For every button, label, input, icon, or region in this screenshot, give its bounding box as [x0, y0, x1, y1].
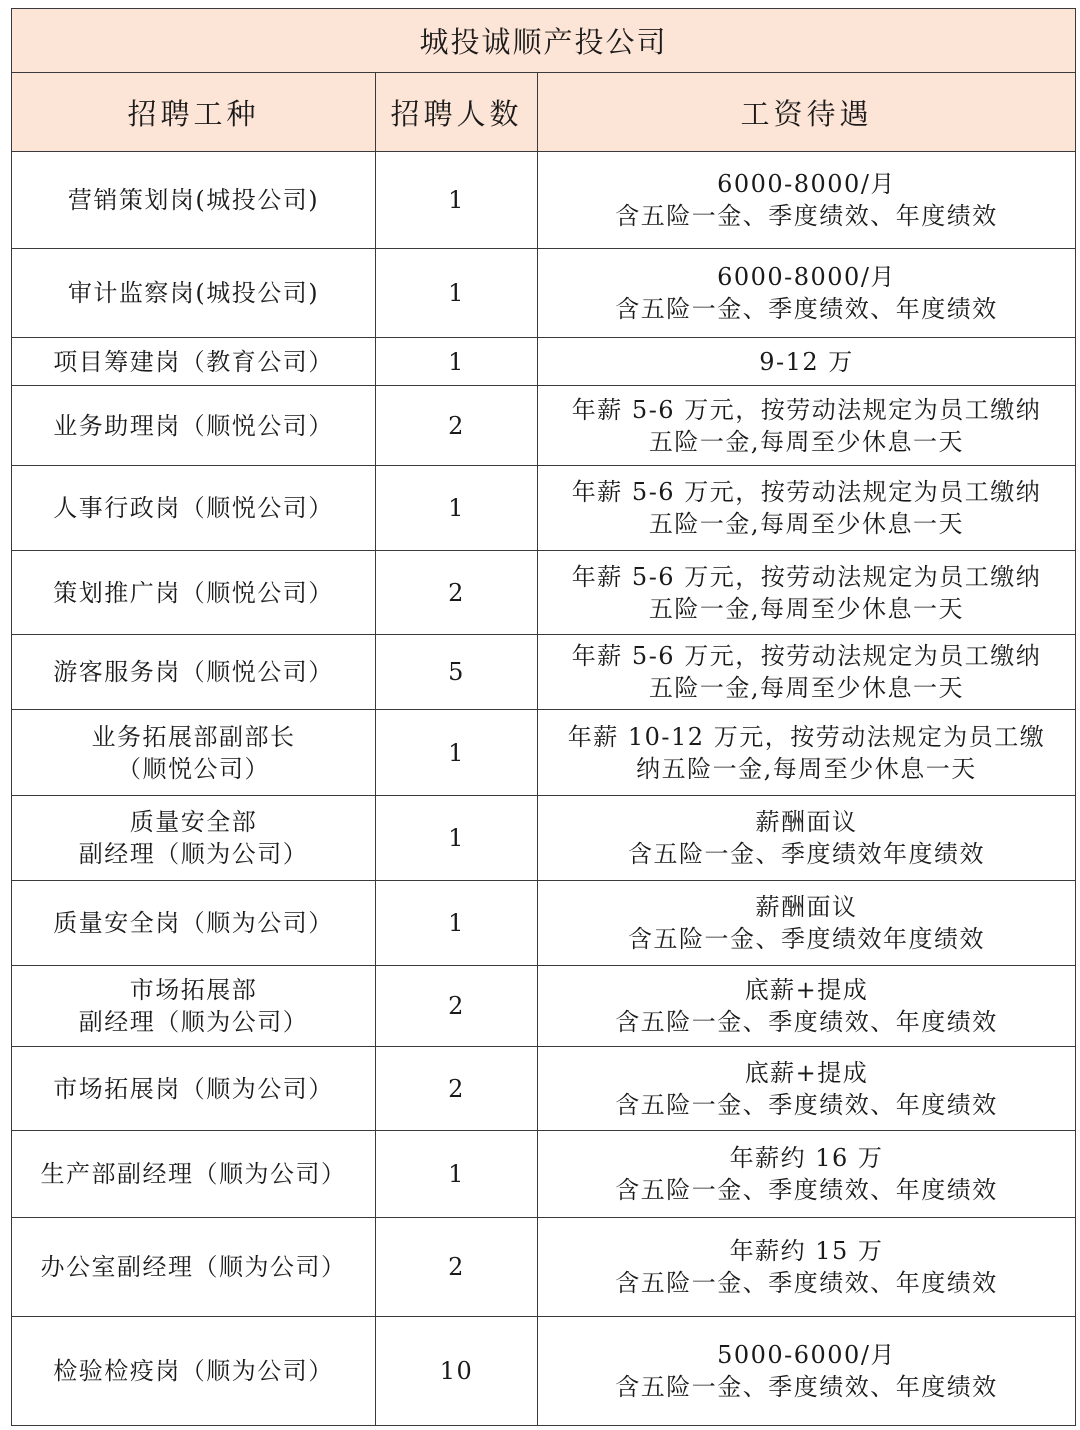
salary-line: 五险一金,每周至少休息一天	[648, 674, 965, 702]
table-row	[12, 338, 1076, 386]
salary-line: 含五险一金、季度绩效、年度绩效	[615, 295, 998, 323]
job-title-line: 营销策划岗(城投公司)	[67, 186, 320, 214]
salary-line: 年薪 5-6 万元，按劳动法规定为员工缴纳	[571, 395, 1042, 424]
job-title-line: 检验检疫岗（顺为公司）	[53, 1357, 334, 1385]
job-title-line: 人事行政岗（顺悦公司）	[53, 494, 334, 522]
salary-line: 含五险一金、季度绩效、年度绩效	[615, 202, 998, 230]
headcount-cell: 2	[376, 966, 538, 1047]
salary-line: 年薪 5-6 万元，按劳动法规定为员工缴纳	[571, 562, 1042, 591]
salary-line: 底薪+提成	[744, 1058, 869, 1087]
job-title-line: 质量安全部	[129, 808, 258, 836]
salary-cell	[538, 710, 1076, 796]
salary-cell	[538, 466, 1076, 551]
salary-line: 含五险一金、季度绩效、年度绩效	[615, 1269, 998, 1297]
job-title-line: 项目筹建岗（教育公司）	[53, 347, 334, 376]
salary-cell	[538, 796, 1076, 881]
company-title: 城投诚顺产投公司	[12, 9, 1076, 73]
job-title-cell	[12, 1131, 376, 1218]
job-title-line: 副经理（顺为公司）	[78, 1008, 309, 1036]
table-row	[12, 1047, 1076, 1131]
salary-line: 薪酬面议	[755, 893, 858, 921]
job-title-line: 办公室副经理（顺为公司）	[40, 1253, 347, 1281]
headcount-cell: 5	[376, 635, 538, 710]
job-title-cell	[12, 966, 376, 1047]
headcount-cell: 1	[376, 152, 538, 249]
salary-line: 6000-8000/月	[717, 170, 896, 198]
title-row	[12, 9, 1076, 73]
job-title-cell	[12, 152, 376, 249]
salary-line: 含五险一金、季度绩效、年度绩效	[615, 1373, 998, 1401]
table-row	[12, 386, 1076, 466]
job-title-line: 审计监察岗(城投公司)	[67, 279, 320, 307]
salary-cell	[538, 386, 1076, 466]
salary-cell	[538, 1317, 1076, 1426]
salary-line: 底薪+提成	[744, 976, 869, 1004]
salary-line: 含五险一金、季度绩效年度绩效	[628, 840, 985, 868]
salary-cell	[538, 635, 1076, 710]
job-title-cell	[12, 386, 376, 466]
job-title-cell	[12, 881, 376, 966]
table-row	[12, 249, 1076, 338]
column-header-count: 招聘人数	[376, 73, 538, 152]
job-title-cell	[12, 338, 376, 386]
salary-line: 纳五险一金,每周至少休息一天	[636, 754, 977, 783]
job-title-cell	[12, 466, 376, 551]
table-row	[12, 881, 1076, 966]
salary-line: 五险一金,每周至少休息一天	[648, 510, 965, 538]
job-title-line: （顺悦公司）	[117, 754, 270, 783]
table-row	[12, 551, 1076, 635]
headcount-cell: 2	[376, 1047, 538, 1131]
headcount-cell: 2	[376, 551, 538, 635]
job-title-line: 市场拓展部	[129, 976, 258, 1004]
table-row	[12, 1218, 1076, 1317]
job-title-line: 副经理（顺为公司）	[78, 840, 309, 868]
headcount-cell: 10	[376, 1317, 538, 1426]
salary-line: 薪酬面议	[755, 808, 858, 836]
headcount-cell: 1	[376, 796, 538, 881]
salary-cell	[538, 249, 1076, 338]
salary-line: 年薪约 16 万	[729, 1144, 884, 1172]
table-row	[12, 1131, 1076, 1218]
recruitment-table	[11, 8, 1076, 1426]
salary-line: 含五险一金、季度绩效、年度绩效	[615, 1008, 998, 1036]
job-title-cell	[12, 710, 376, 796]
salary-cell	[538, 1047, 1076, 1131]
headcount-cell: 1	[376, 249, 538, 338]
salary-line: 6000-8000/月	[717, 263, 896, 291]
headcount-cell: 1	[376, 881, 538, 966]
job-title-line: 生产部副经理（顺为公司）	[40, 1160, 347, 1188]
salary-line: 五险一金,每周至少休息一天	[648, 427, 965, 456]
job-title-line: 业务助理岗（顺悦公司）	[53, 411, 334, 440]
salary-line: 含五险一金、季度绩效、年度绩效	[615, 1090, 998, 1119]
salary-line: 年薪约 15 万	[729, 1237, 884, 1265]
table-row	[12, 1317, 1076, 1426]
salary-cell	[538, 338, 1076, 386]
job-title-cell	[12, 249, 376, 338]
headcount-cell: 2	[376, 1218, 538, 1317]
job-title-line: 策划推广岗（顺悦公司）	[53, 578, 334, 607]
salary-line: 年薪 5-6 万元，按劳动法规定为员工缴纳	[571, 478, 1042, 506]
column-header-salary: 工资待遇	[538, 73, 1076, 152]
table-row	[12, 635, 1076, 710]
job-title-line: 质量安全岗（顺为公司）	[53, 909, 334, 937]
headcount-cell: 2	[376, 386, 538, 466]
salary-cell	[538, 881, 1076, 966]
headcount-cell: 1	[376, 466, 538, 551]
salary-cell	[538, 551, 1076, 635]
salary-line: 9-12 万	[759, 347, 854, 376]
salary-cell	[538, 966, 1076, 1047]
table-row	[12, 710, 1076, 796]
salary-cell	[538, 1218, 1076, 1317]
table-row	[12, 796, 1076, 881]
headcount-cell: 1	[376, 1131, 538, 1218]
headcount-cell: 1	[376, 338, 538, 386]
job-title-cell	[12, 1218, 376, 1317]
headcount-cell: 1	[376, 710, 538, 796]
salary-cell	[538, 152, 1076, 249]
job-title-cell	[12, 1317, 376, 1426]
job-title-line: 市场拓展岗（顺为公司）	[53, 1074, 334, 1103]
salary-line: 含五险一金、季度绩效、年度绩效	[615, 1176, 998, 1204]
table-row	[12, 152, 1076, 249]
column-header-job: 招聘工种	[12, 73, 376, 152]
job-title-line: 业务拓展部副部长	[91, 722, 296, 751]
salary-line: 5000-6000/月	[717, 1341, 896, 1369]
job-title-cell	[12, 551, 376, 635]
table-body	[12, 152, 1076, 1426]
job-title-line: 游客服务岗（顺悦公司）	[53, 658, 334, 686]
table-row	[12, 466, 1076, 551]
salary-line: 年薪 10-12 万元，按劳动法规定为员工缴	[567, 722, 1046, 751]
salary-line: 五险一金,每周至少休息一天	[648, 594, 965, 623]
job-title-cell	[12, 1047, 376, 1131]
salary-line: 年薪 5-6 万元，按劳动法规定为员工缴纳	[571, 642, 1042, 670]
salary-line: 含五险一金、季度绩效年度绩效	[628, 925, 985, 953]
job-title-cell	[12, 635, 376, 710]
table-row	[12, 966, 1076, 1047]
salary-cell	[538, 1131, 1076, 1218]
job-title-cell	[12, 796, 376, 881]
header-row	[12, 73, 1076, 152]
